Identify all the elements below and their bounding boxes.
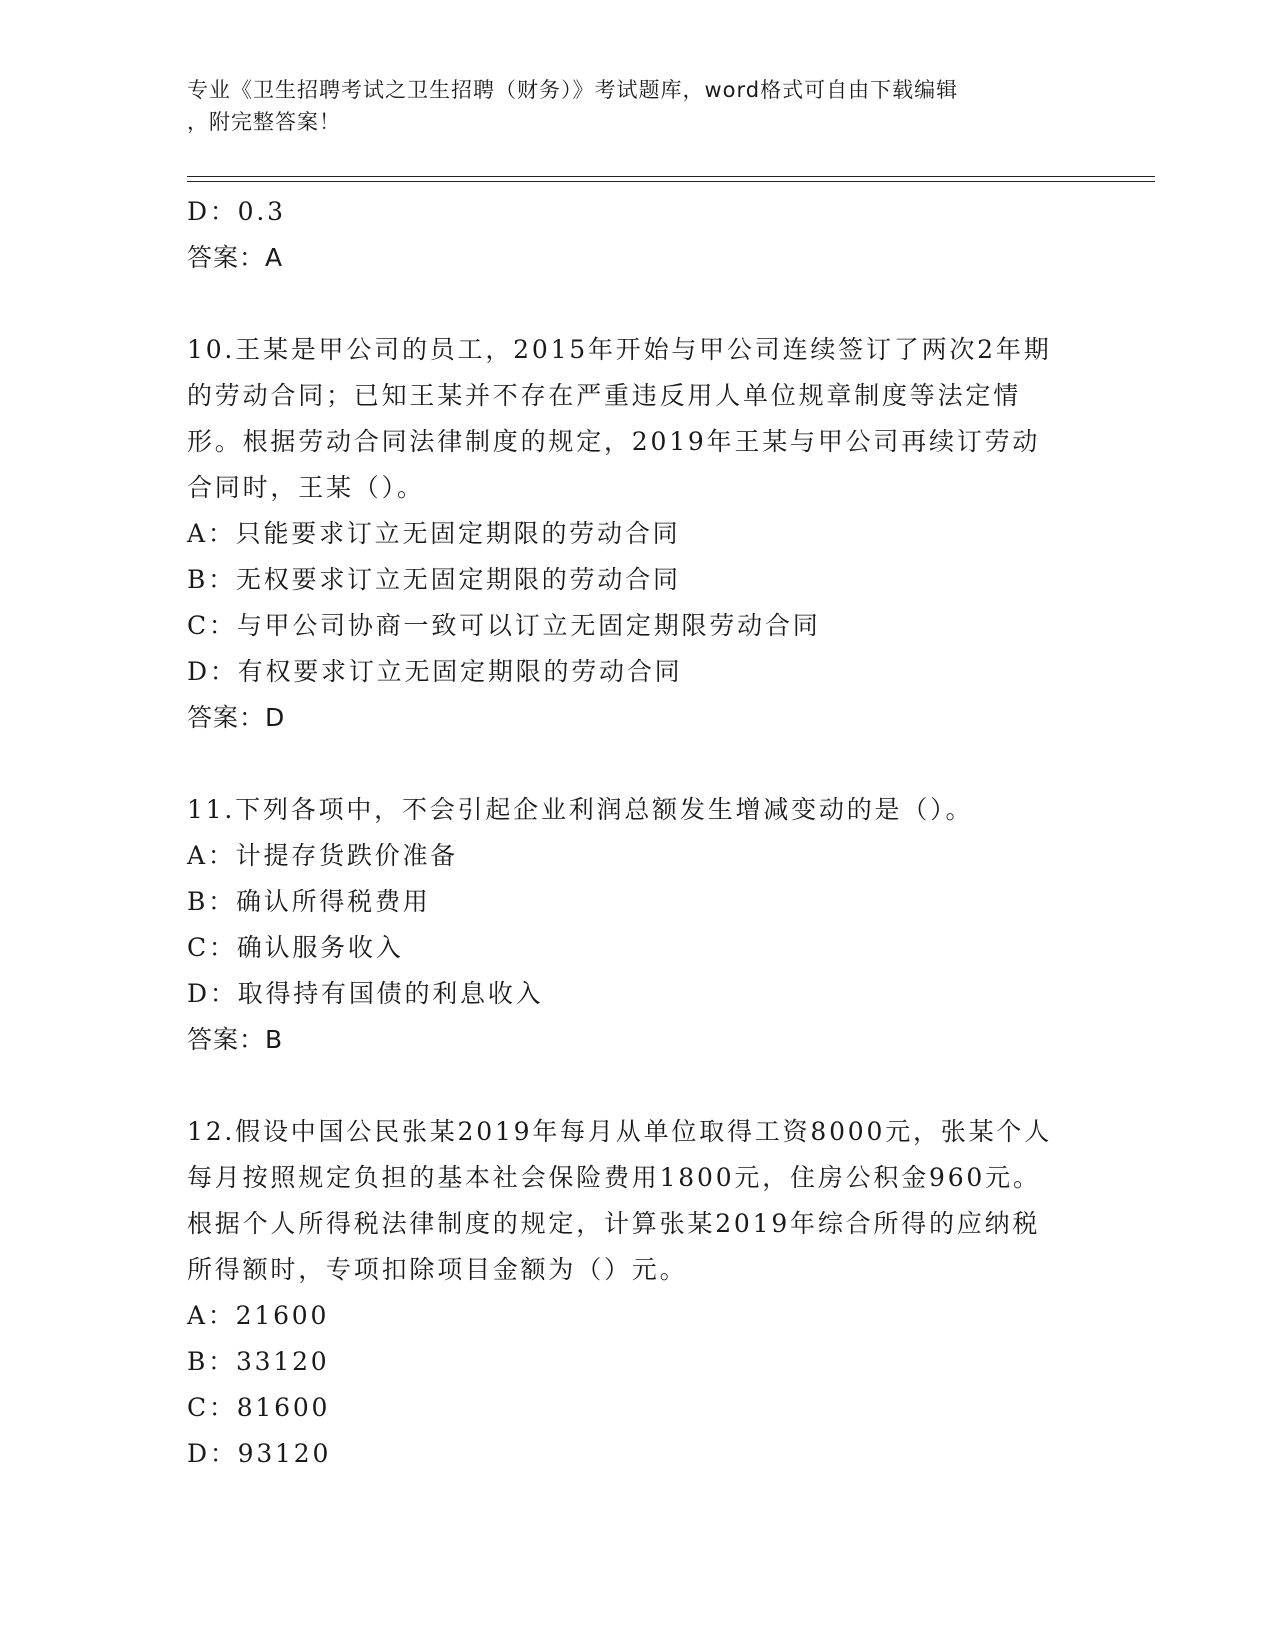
document-body (187, 189, 1087, 1477)
question-stem-line: 根据个人所得税法律制度的规定，计算张某2019年综合所得的应纳税 (187, 1209, 1041, 1238)
question-stem-line: 每月按照规定负担的基本社会保险费用1800元，住房公积金960元。 (187, 1163, 1041, 1192)
option-d: D：93120 (187, 1439, 332, 1468)
question-stem-line: 合同时，王某（）。 (187, 473, 425, 502)
header-divider-bottom (187, 181, 1155, 182)
header-line-2: ，附完整答案！ (187, 110, 341, 134)
option-b: B：无权要求订立无固定期限的劳动合同 (187, 565, 681, 594)
option-d: D：有权要求订立无固定期限的劳动合同 (187, 657, 683, 686)
question-stem-line: 形。根据劳动合同法律制度的规定，2019年王某与甲公司再续订劳动 (187, 427, 1041, 456)
question-stem-line: 12.假设中国公民张某2019年每月从单位取得工资8000元，张某个人 (187, 1117, 1053, 1146)
question-12 (187, 1109, 1087, 1477)
question-stem-line: 的劳动合同；已知王某并不存在严重违反用人单位规章制度等法定情 (187, 381, 1022, 410)
option-b: B：33120 (187, 1347, 330, 1376)
spacer (187, 281, 1087, 327)
option-a: A：21600 (187, 1301, 330, 1330)
option-b: B：确认所得税费用 (187, 887, 431, 916)
spacer (187, 1063, 1087, 1109)
question-stem-line: 所得额时，专项扣除项目金额为（）元。 (187, 1255, 688, 1284)
question-stem-line: 10.王某是甲公司的员工，2015年开始与甲公司连续签订了两次2年期 (187, 335, 1052, 364)
option-a: A：计提存货跌价准备 (187, 841, 459, 870)
spacer (187, 741, 1087, 787)
question-11 (187, 787, 1087, 1063)
answer: 答案：D (187, 703, 286, 732)
prev-answer: 答案：A (187, 243, 284, 272)
option-c: C：与甲公司协商一致可以订立无固定期限劳动合同 (187, 611, 821, 640)
question-stem-line: 11.下列各项中，不会引起企业利润总额发生增减变动的是（）。 (187, 795, 974, 824)
header-divider-top (187, 176, 1155, 177)
header-line-1: 专业《卫生招聘考试之卫生招聘（财务）》考试题库，word格式可自由下载编辑 (187, 78, 959, 102)
question-10 (187, 327, 1087, 741)
option-c: C：81600 (187, 1393, 331, 1422)
option-a: A：只能要求订立无固定期限的劳动合同 (187, 519, 681, 548)
document-header (187, 74, 1087, 138)
option-d: D：取得持有国债的利息收入 (187, 979, 544, 1008)
answer: 答案：B (187, 1025, 284, 1054)
option-c: C：确认服务收入 (187, 933, 404, 962)
prev-option-d: D：0.3 (187, 197, 286, 226)
